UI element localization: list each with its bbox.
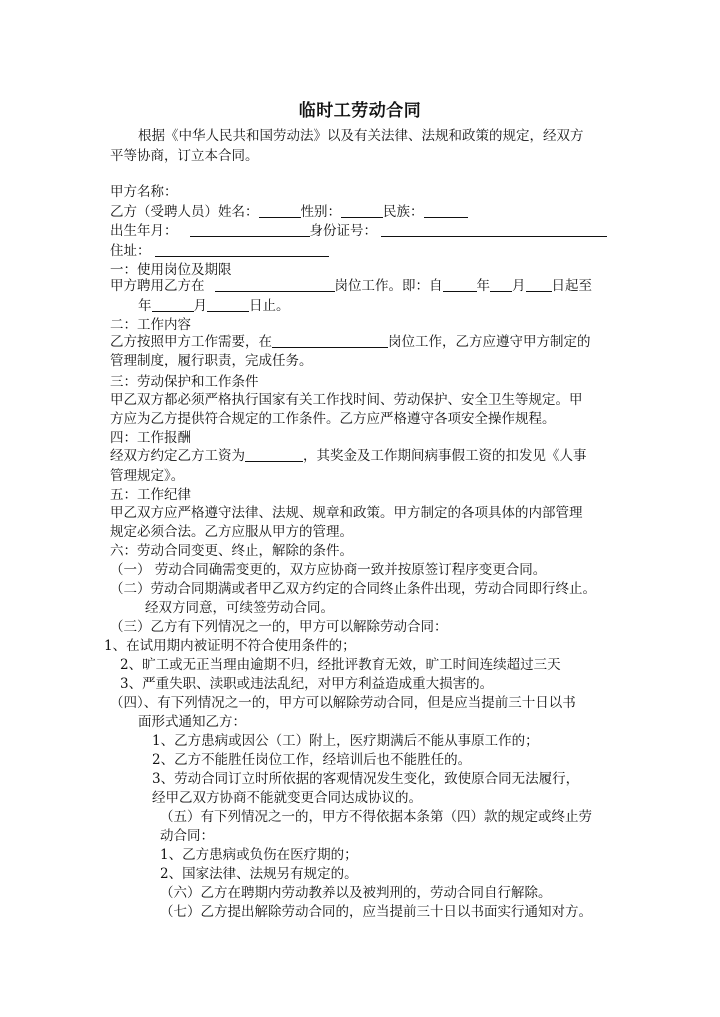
clause-4-item-3-cont: 经甲乙双方协商不能就变更合同达成协议的。 <box>152 790 422 806</box>
section-5-line-1: 甲乙双方应严格遵守法律、法规、规章和政策。甲方制定的各项具体的内部管理 <box>110 505 583 521</box>
section-4-line-2: 管理规定》。 <box>110 468 185 484</box>
clause-1: （一） 劳动合同确需变更的，双方应协商一致并按原签订程序变更合同。 <box>110 562 547 578</box>
post-blank[interactable] <box>215 277 335 292</box>
clause-4-line-2: 面形式通知乙方： <box>138 714 246 730</box>
section-5-line-2: 规定必须合法。乙方应服从甲方的管理。 <box>110 524 353 540</box>
clause-3-item-1: 1、在试用期内被证明不符合使用条件的； <box>104 638 356 654</box>
s1-year-label: 年 <box>476 278 490 294</box>
clause-7: （七）乙方提出解除劳动合同的，应当提前三十日以书面实行通知对方。 <box>160 904 592 920</box>
s4-text-b: ，其奖金及工作期间病事假工资的扣发见《人事 <box>303 448 587 464</box>
birth-id-row <box>110 221 607 241</box>
start-month-blank[interactable] <box>490 277 512 292</box>
s2-text-b: 岗位工作，乙方应遵守甲方制定的 <box>388 334 591 350</box>
clause-5-line-1: （五）有下列情况之一的，甲方不得依据本条第（四）款的规定或终止劳 <box>160 809 592 825</box>
section-4-heading: 四：工作报酬 <box>110 430 191 446</box>
clause-4-line-1: （四）、有下列情况之一的，甲方可以解除劳动合同，但是应当提前三十日以书 <box>110 695 576 711</box>
clause-5-item-2: 2、国家法律、法规另有规定的。 <box>160 866 358 882</box>
salary-blank[interactable] <box>245 447 303 462</box>
clause-4-item-3: 3、劳动合同订立时所依据的客观情况发生变化，致使原合同无法履行， <box>152 771 580 787</box>
section-1-line-2 <box>138 296 290 316</box>
gender-blank[interactable] <box>341 203 383 218</box>
section-3-line-2: 方应为乙方提供符合规定的工作条件。乙方应严格遵守各项安全操作规程。 <box>110 411 556 427</box>
s1-text-b: 岗位工作。即：自 <box>334 278 443 294</box>
section-2-heading: 二：工作内容 <box>110 317 191 333</box>
id-number-label: 身份证号： <box>309 223 377 239</box>
s2-text-a: 乙方按照甲方工作需要，在 <box>110 334 272 350</box>
end-day-blank[interactable] <box>207 297 249 312</box>
section-2-line-2: 管理制度，履行职责，完成任务。 <box>110 353 313 369</box>
section-3-heading: 三：劳动保护和工作条件 <box>110 374 259 390</box>
s1-text-a: 甲方聘用乙方在 <box>110 278 205 294</box>
start-day-blank[interactable] <box>526 277 552 292</box>
clause-3-item-3: 3、严重失职、渎职或违法乱纪，对甲方利益造成重大损害的。 <box>120 676 494 692</box>
clause-4-item-1: 1、乙方患病或因公（工）附上，医疗期满后不能从事原工作的； <box>152 733 539 749</box>
ethnicity-label: 民族： <box>383 204 424 220</box>
address-row <box>110 241 329 261</box>
id-number-blank[interactable] <box>381 222 607 237</box>
section-1-line-1 <box>110 276 592 296</box>
clause-4-item-2: 2、乙方不能胜任岗位工作，经培训后也不能胜任的。 <box>152 752 472 768</box>
name-blank[interactable] <box>259 203 301 218</box>
address-blank[interactable] <box>155 242 329 257</box>
clause-3-item-2: 2、旷工或无正当理由逾期不归，经批评教育无效，旷工时间连续超过三天 <box>120 657 561 673</box>
party-b-row <box>110 202 468 222</box>
clause-6: （六）乙方在聘期内劳动教养以及被判刑的，劳动合同自行解除。 <box>160 885 552 901</box>
s1-month-label: 月 <box>512 278 526 294</box>
gender-label: 性别： <box>300 204 341 220</box>
s1-end-year-label: 年 <box>138 298 152 314</box>
s1-end-text: 日止。 <box>249 298 290 314</box>
section-3-line-1: 甲乙双方都必须严格执行国家有关工作找时间、劳动保护、安全卫生等规定。甲 <box>110 392 583 408</box>
preamble-line-1: 根据《中华人民共和国劳动法》以及有关法律、法规和政策的规定，经双方 <box>138 128 584 144</box>
clause-2-line-1: （二）劳动合同期满或者甲乙双方约定的合同终止条件出现，劳动合同即行终止。 <box>110 581 596 597</box>
address-label: 住址： <box>110 243 151 259</box>
section-5-heading: 五：工作纪律 <box>110 487 191 503</box>
clause-3: （三）乙方有下列情况之一的，甲方可以解除劳动合同： <box>110 619 448 635</box>
work-post-blank[interactable] <box>272 333 388 348</box>
section-4-line-1 <box>110 446 587 466</box>
end-month-blank[interactable] <box>152 297 194 312</box>
party-b-name-label: 乙方（受聘人员）姓名： <box>110 204 259 220</box>
preamble-line-2: 平等协商，订立本合同。 <box>110 148 259 164</box>
birth-label: 出生年月： <box>110 223 178 239</box>
clause-5-line-2: 动合同： <box>160 828 214 844</box>
section-2-line-1 <box>110 332 591 352</box>
birth-blank[interactable] <box>190 222 310 237</box>
s1-text-e: 日起至 <box>551 278 592 294</box>
section-1-heading: 一：使用岗位及期限 <box>110 262 232 278</box>
ethnicity-blank[interactable] <box>424 203 468 218</box>
clause-5-item-1: 1、乙方患病或负伤在医疗期的； <box>160 847 358 863</box>
section-6-heading: 六：劳动合同变更、终止，解除的条件。 <box>110 543 353 559</box>
clause-2-line-2: 经双方同意，可续签劳动合同。 <box>145 600 334 616</box>
document-title: 临时工劳动合同 <box>298 101 422 121</box>
party-a-label: 甲方名称： <box>110 184 178 200</box>
s1-end-month-label: 月 <box>193 298 207 314</box>
s4-text-a: 经双方约定乙方工资为 <box>110 448 245 464</box>
start-year-blank[interactable] <box>443 277 477 292</box>
